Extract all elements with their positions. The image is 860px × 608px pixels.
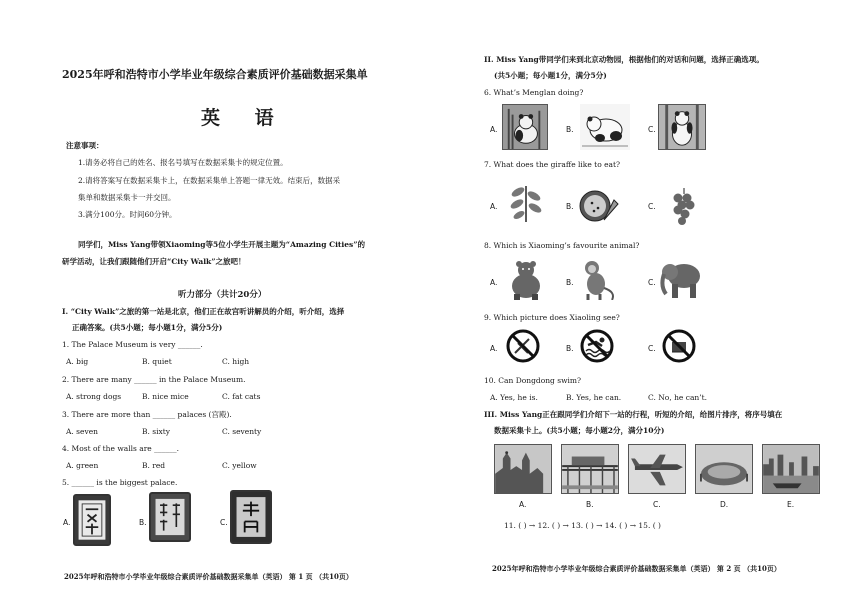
option-b: B.: [566, 278, 574, 287]
question-4: 4. Most of the walls are ______.: [62, 444, 180, 453]
option-c: C.: [648, 125, 656, 134]
question-8: 8. Which is Xiaoming’s favourite animal?: [484, 241, 640, 250]
palace-plaque-a-image: [73, 494, 111, 546]
option-b: B. Yes, he can.: [566, 393, 622, 402]
option-c: C.: [648, 202, 656, 211]
bear-image: [504, 258, 546, 300]
question-5: 5. ______ is the biggest palace.: [62, 478, 178, 487]
option-b: B. red: [142, 461, 166, 470]
notice-line: 2.请将答案写在数据采集卡上，在数据采集单上答题一律无效。结束后，数据采: [78, 176, 341, 185]
option-b: B. nice mice: [142, 392, 189, 401]
page-footer: 2025年呼和浩特市小学毕业年级综合素质评价基础数据采集单（英语） 第 1 页 （共10页）: [64, 572, 353, 581]
no-hunting-sign: [506, 329, 540, 363]
notice-line: 1.请务必将自己的姓名、报名号填写在数据采集卡的规定位置。: [78, 158, 288, 167]
option-a: A. seven: [66, 427, 98, 436]
option-c: C.: [648, 278, 656, 287]
question-7: 7. What does the giraffe like to eat?: [484, 160, 621, 169]
question-6: 6. What’s Menglan doing?: [484, 88, 584, 97]
stadium-image: [695, 444, 753, 494]
option-a: A.: [63, 518, 71, 527]
option-b: B.: [566, 125, 574, 134]
option-c: C. No, he can’t.: [648, 393, 708, 402]
option-a: A. strong dogs: [66, 392, 122, 401]
option-c: C.: [648, 344, 656, 353]
notice-line: 集单和数据采集卡一并交回。: [78, 193, 176, 202]
grapes-image: [668, 186, 700, 226]
part1-instructions: I. “City Walk”之旅的第一站是北京，他们正在故宫听讲解员的介绍，听介绍，选择: [62, 307, 345, 316]
question-3: 3. There are more than ______ palaces (宫殿).: [62, 410, 232, 419]
option-b: B.: [566, 202, 574, 211]
option-c: C. yellow: [222, 461, 257, 470]
page-footer: 2025年呼和浩特市小学毕业年级综合素质评价基础数据采集单（英语） 第 2 页 （共10页）: [492, 564, 781, 573]
option-c: C. fat cats: [222, 392, 261, 401]
notice-title: 注意事项：: [66, 141, 104, 150]
question-1: 1. The Palace Museum is very ______.: [62, 340, 203, 349]
panda-rolling-image: [580, 104, 630, 150]
option-c: C.: [220, 518, 228, 527]
picture-label-d: D.: [720, 500, 729, 509]
subject-heading: 英 语: [201, 107, 288, 129]
option-a: A. Yes, he is.: [490, 393, 538, 402]
watermelon-image: [578, 186, 620, 224]
question-10: 10. Can Dongdong swim?: [484, 376, 582, 385]
option-c: C. seventy: [222, 427, 262, 436]
monkey-image: [578, 258, 618, 300]
notice-line: 3.满分100分。时间60分钟。: [78, 210, 177, 219]
palace-plaque-b-image: [149, 492, 191, 542]
city-castle-image: [494, 444, 552, 494]
part2-instructions: II. Miss Yang带同学们来到北京动物园，根据他们的对话和问题，选择正确选项。: [484, 55, 764, 64]
elephant-image: [658, 258, 704, 300]
question-2: 2. There are many ______ in the Palace Museum.: [62, 375, 246, 384]
part2-instructions: (共5小题；每小题1分，满分5分): [494, 71, 607, 80]
intro-line: 同学们，Miss Yang带领Xiaoming等5位小学生开展主题为“Amazing Cities”的: [78, 240, 366, 249]
leaves-image: [504, 180, 548, 224]
train-bridge-image: [561, 444, 619, 494]
picture-label-b: B.: [586, 500, 594, 509]
option-a: A. big: [66, 357, 89, 366]
option-b: B.: [566, 344, 574, 353]
panda-eating-image: [502, 104, 548, 150]
part3-instructions: 数据采集卡上。(共5小题；每小题2分，满分10分): [494, 426, 665, 435]
harbor-skyline-image: [762, 444, 820, 494]
option-b: B.: [139, 518, 147, 527]
question-9: 9. Which picture does Xiaoling see?: [484, 313, 620, 322]
option-a: A.: [490, 344, 498, 353]
palace-plaque-c-image: [230, 490, 272, 544]
exam-title: 2025年呼和浩特市小学毕业年级综合素质评价基础数据采集单: [62, 68, 368, 81]
intro-line: 研学活动，让我们跟随他们开启“City Walk”之旅吧！: [62, 257, 246, 266]
option-b: B. quiet: [142, 357, 172, 366]
listening-section-title: 听力部分（共计20分）: [178, 290, 267, 300]
option-a: A.: [490, 278, 498, 287]
option-c: C. high: [222, 357, 250, 366]
option-a: A.: [490, 125, 498, 134]
picture-label-a: A.: [519, 500, 527, 509]
part3-instructions: III. Miss Yang正在跟同学们介绍下一站的行程，听短的介绍，给图片排序，将序号填在: [484, 410, 783, 419]
no-swimming-sign: [580, 329, 614, 363]
picture-label-c: C.: [653, 500, 661, 509]
no-feeding-sign: [662, 329, 696, 363]
picture-label-e: E.: [787, 500, 795, 509]
answer-sequence: 11. ( ) → 12. ( ) → 13. ( ) → 14. ( ) → 15. ( ): [504, 521, 661, 530]
option-a: A.: [490, 202, 498, 211]
exam-page-2: [440, 0, 860, 608]
option-b: B. sixty: [142, 427, 171, 436]
panda-climbing-image: [658, 104, 706, 150]
part1-instructions: 正确答案。(共5小题；每小题1分，满分5分): [72, 323, 223, 332]
airplane-image: [628, 444, 686, 494]
option-a: A. green: [66, 461, 99, 470]
